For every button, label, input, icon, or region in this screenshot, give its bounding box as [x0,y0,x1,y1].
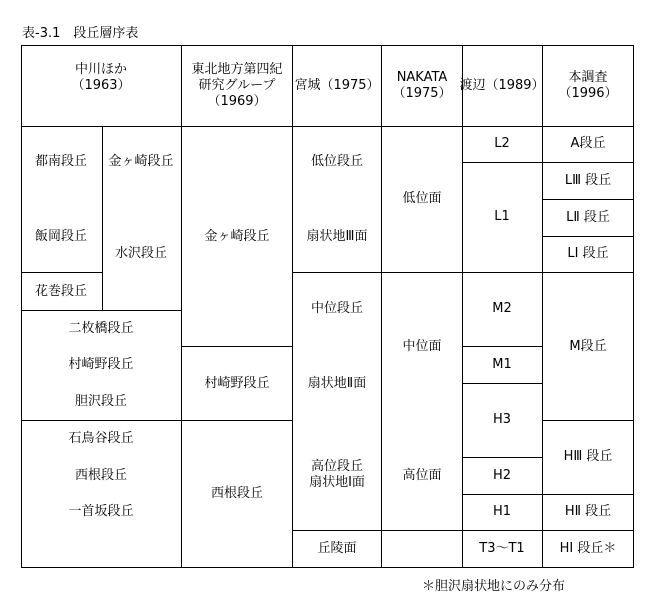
header-honchosa-year: （1996） [558,86,618,101]
cell-watanabe-H3: H3 [492,412,512,427]
cell-murasakino-tohoku: 村崎野段丘 [204,376,270,391]
cell-honchosa-H1: HⅠ 段丘＊ [559,541,617,556]
cell-nishine-nakagawa: 西根段丘 [74,468,128,483]
cell-mizusawa: 水沢段丘 [114,246,168,261]
cell-miyagi-koui-line1: 高位段丘 [310,459,363,474]
table-caption: 表-3.1 段丘層序表 [22,26,139,41]
header-nakagawa-year: （1963） [71,78,131,93]
cell-hanamaki: 花巻段丘 [34,284,88,299]
cell-honchosa-L2: LⅡ 段丘 [566,210,610,225]
header-tohoku-line1: 東北地方第四紀 [191,62,283,77]
cell-miyagi-chuui: 中位段丘 [310,301,364,316]
cell-nakata-chuui: 中位面 [402,339,442,354]
cell-nishine-tohoku: 西根段丘 [210,486,264,501]
header-tohoku-line2: 研究グループ [198,78,276,93]
cell-honchosa-M: M段丘 [569,339,607,354]
cell-kanegasaki-nakagawa: 金ヶ崎段丘 [108,154,174,169]
cell-honchosa-L1: LⅠ 段丘 [567,246,609,261]
cell-honchosa-H2: HⅡ 段丘 [564,504,612,519]
cell-isawa: 胆沢段丘 [74,394,128,409]
footnote: ＊胆沢扇状地にのみ分布 [422,579,566,594]
cell-watanabe-M1: M1 [492,357,512,372]
cell-ichinohezaka: 一首坂段丘 [68,504,134,519]
cell-miyagi-koui [309,459,365,491]
header-nakata-year: （1975） [392,86,452,101]
cell-honchosa-A: A段丘 [570,136,606,151]
header-nakagawa-name: 中川ほか [74,62,127,77]
cell-miyagi-senjo3: 扇状地Ⅲ面 [306,229,368,244]
header-miyagi: 宮城（1975） [294,78,380,93]
cell-miyagi-kyuryo: 丘陵面 [317,541,357,556]
cell-miyagi-teii: 低位段丘 [310,154,364,169]
header-tohoku-year: （1969） [207,94,267,109]
cell-honchosa-H3: HⅢ 段丘 [563,449,613,464]
cell-tonan: 都南段丘 [34,154,88,169]
cell-watanabe-T: T3～T1 [479,541,525,556]
header-nakata [392,70,451,102]
cell-watanabe-H2: H2 [492,468,512,483]
header-watanabe: 渡辺（1989） [459,78,545,93]
cell-nakata-koui: 高位面 [402,468,442,483]
cell-watanabe-H1: H1 [492,504,512,519]
cell-miyagi-senjo1: 扇状地Ⅰ面 [309,475,365,490]
cell-honchosa-L3: LⅢ 段丘 [564,173,612,188]
cell-watanabe-L2: L2 [494,136,510,151]
header-honchosa-name: 本調査 [568,70,608,85]
cell-watanabe-L1: L1 [494,209,510,224]
cell-ishidoriya: 石鳥谷段丘 [68,431,134,446]
header-honchosa [558,70,617,102]
cell-iioka: 飯岡段丘 [34,229,88,244]
cell-murasakino-nakagawa: 村崎野段丘 [68,357,134,372]
cell-nakata-teii: 低位面 [402,191,442,206]
cell-nimaibashi: 二枚橋段丘 [68,321,134,336]
header-nakagawa [71,62,130,94]
header-nakata-name: NAKATA [396,70,448,85]
cell-kanegasaki-tohoku: 金ヶ崎段丘 [204,229,270,244]
cell-watanabe-M2: M2 [492,301,512,316]
cell-miyagi-senjo2: 扇状地Ⅱ面 [307,376,367,391]
header-tohoku [191,62,282,110]
